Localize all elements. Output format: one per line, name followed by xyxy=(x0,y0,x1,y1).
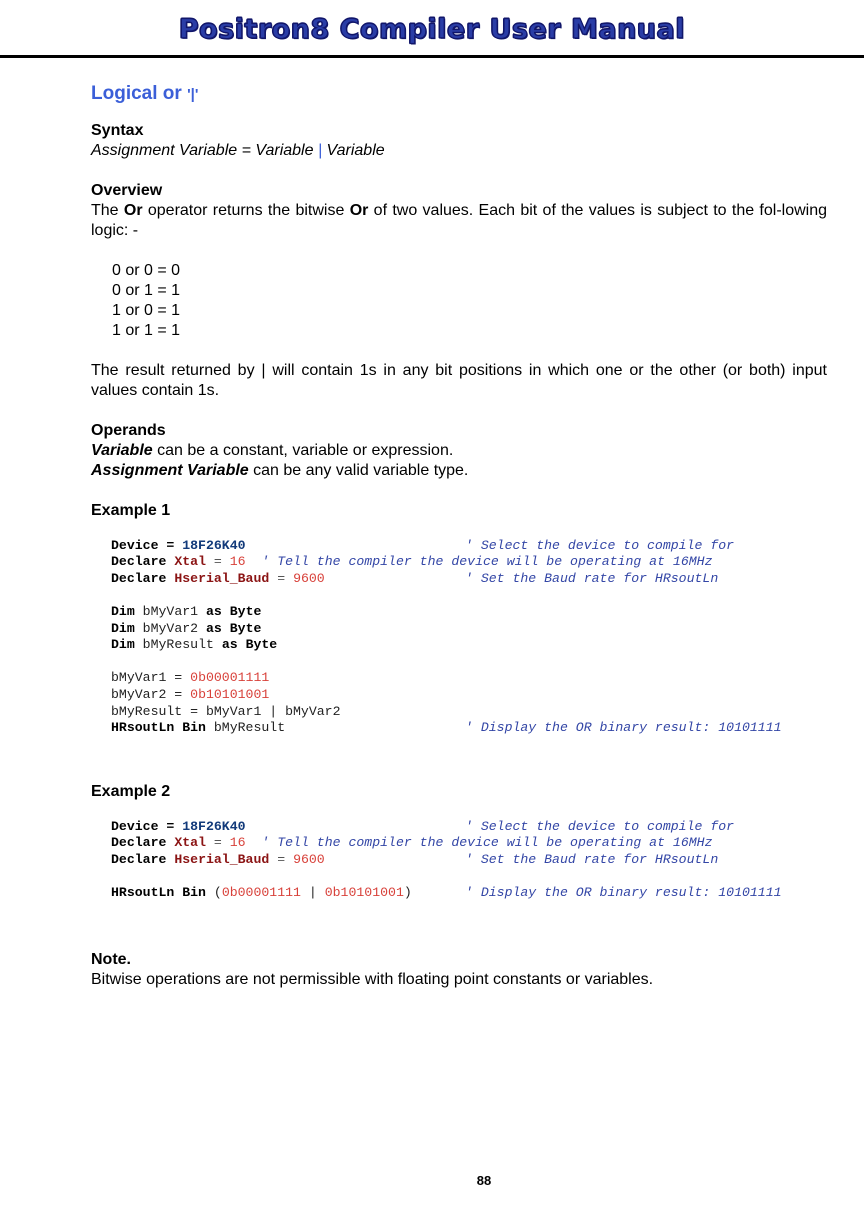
operand-variable: Variable can be a constant, variable or expression. xyxy=(91,442,454,459)
code-line: HRsoutLn Bin bMyResult ' Display the OR binary result: 10101111 xyxy=(111,720,782,736)
code-line: bMyVar2 = 0b10101001 xyxy=(111,686,270,702)
code-line: Device = 18F26K40 ' Select the device to compile for xyxy=(111,537,735,553)
section-title-symbol: '|' xyxy=(187,86,199,103)
example1-heading: Example 1 xyxy=(91,502,171,519)
operands-heading: Operands xyxy=(91,422,166,439)
note-heading: Note. xyxy=(91,950,131,968)
overview-paragraph: The Or operator returns the bitwise Or of two values. Each bit of the values is subject to the fol-lowing logic: - xyxy=(91,202,828,239)
code-line: HRsoutLn Bin (0b00001111 | 0b10101001) ' Display the OR binary result: 10101111 xyxy=(111,884,782,900)
operand-assignment-variable: Assignment Variable can be any valid variable type. xyxy=(91,462,469,479)
code-line: Dim bMyResult as Byte xyxy=(111,637,278,653)
code-line: Declare Xtal = 16 ' Tell the compiler the device will be operating at 16MHz xyxy=(111,554,713,570)
header-rule xyxy=(0,55,864,58)
section-title xyxy=(91,80,827,108)
syntax-part1: Assignment Variable = Variable xyxy=(91,142,318,159)
page-number: 88 xyxy=(476,1173,492,1188)
logic-line: 1 or 1 = 1 xyxy=(112,322,181,339)
syntax-part2: Variable xyxy=(322,142,385,159)
overview-heading: Overview xyxy=(91,182,163,199)
note-text: Bitwise operations are not permissible with floating point constants or variables. xyxy=(91,970,654,988)
code-line: bMyVar1 = 0b00001111 xyxy=(111,670,270,686)
section-title-text: Logical or xyxy=(91,83,182,104)
logic-line: 0 or 0 = 0 xyxy=(112,262,181,279)
code-line: Dim bMyVar1 as Byte xyxy=(111,603,262,619)
code-line: Device = 18F26K40 ' Select the device to compile for xyxy=(111,818,735,834)
syntax-heading: Syntax xyxy=(91,122,144,139)
syntax-line xyxy=(91,141,827,161)
code-line: Dim bMyVar2 as Byte xyxy=(111,620,262,636)
manual-title: Positron8 Compiler User Manual xyxy=(178,14,686,45)
page-content xyxy=(91,80,827,990)
code-line: bMyResult = bMyVar1 | bMyVar2 xyxy=(111,703,341,719)
code-line: Declare Hserial_Baud = 9600 ' Set the Baud rate for HRsoutLn xyxy=(111,570,719,586)
logic-line: 1 or 0 = 1 xyxy=(112,302,181,319)
result-paragraph: The result returned by | will contain 1s in any bit positions in which one or the other (or both) input values contain 1s. xyxy=(91,362,827,399)
code-line: Declare Xtal = 16 ' Tell the compiler the device will be operating at 16MHz xyxy=(111,835,713,851)
syntax-operator: | xyxy=(317,142,323,159)
code-line: Declare Hserial_Baud = 9600 ' Set the Baud rate for HRsoutLn xyxy=(111,851,719,867)
example1-code xyxy=(91,521,827,770)
example2-heading: Example 2 xyxy=(91,782,171,800)
logic-line: 0 or 1 = 1 xyxy=(112,282,181,299)
example2-code xyxy=(91,802,827,935)
